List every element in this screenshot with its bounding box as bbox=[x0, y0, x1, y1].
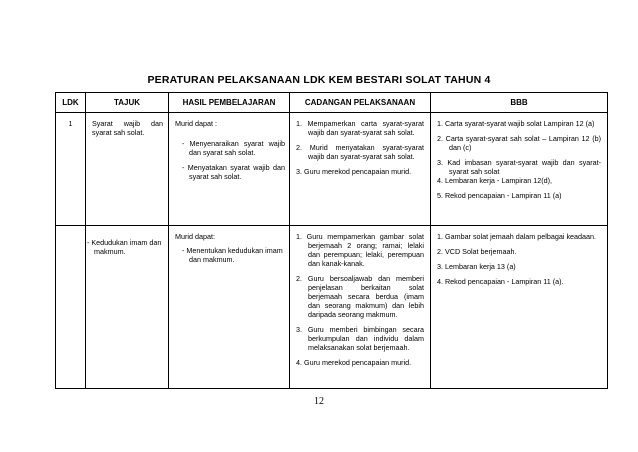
bbb-item: 2. VCD Solat berjemaah. bbox=[437, 247, 517, 256]
cadangan-item: 4. Guru merekod pencapaian murid. bbox=[296, 358, 412, 367]
cadangan-item: 3. Guru memberi bimbingan secara berkumpulan dan individu dalam melaksanakan solat berjemaah. bbox=[296, 325, 424, 352]
bbb-item: 2. Carta syarat-syarat sah solat – Lampiran 12 (b) dan (c) bbox=[437, 134, 601, 152]
cadangan-item: 3. Guru merekod pencapaian murid. bbox=[296, 167, 412, 176]
table-header-row bbox=[56, 93, 608, 113]
cadangan-item: 1. Mempamerkan carta syarat-syarat wajib dan syarat-syarat sah solat. bbox=[296, 119, 424, 137]
header-cadangan: CADANGAN PELAKSANAAN bbox=[290, 93, 431, 113]
hasil-item: - Menyatakan syarat wajib dan syarat sah solat. bbox=[182, 163, 285, 181]
cell-tajuk: Syarat wajib dan syarat sah solat. bbox=[86, 113, 169, 226]
hasil-item: - Menentukan kedudukan imam dan makmum. bbox=[182, 246, 283, 264]
header-tajuk: TAJUK bbox=[86, 93, 169, 113]
header-bbb: BBB bbox=[431, 93, 608, 113]
hasil-intro: Murid dapat: bbox=[175, 232, 215, 241]
page-title: PERATURAN PELAKSANAAN LDK KEM BESTARI SOLAT TAHUN 4 bbox=[147, 74, 491, 86]
ldk-table bbox=[55, 92, 608, 389]
table-row bbox=[56, 113, 608, 226]
header-hasil: HASIL PEMBELAJARAN bbox=[169, 93, 290, 113]
bbb-item: 5. Rekod pencapaian - Lampiran 11 (a) bbox=[437, 191, 562, 200]
cell-hasil bbox=[169, 226, 290, 389]
cell-ldk bbox=[56, 226, 86, 389]
hasil-item: - Menyenaraikan syarat wajib dan syarat sah solat. bbox=[182, 139, 285, 157]
bbb-item: 3. Kad imbasan syarat-syarat wajib dan syarat-syarat sah solat bbox=[437, 158, 601, 176]
cell-tajuk bbox=[86, 226, 169, 389]
cell-bbb bbox=[431, 226, 608, 389]
cell-cadangan bbox=[290, 113, 431, 226]
header-ldk: LDK bbox=[56, 93, 86, 113]
cell-ldk: 1 bbox=[56, 113, 86, 226]
cadangan-item: 2. Guru bersoaljawab dan memberi penjelasan berkaitan solat berjemaah secara berdua (imam dan seorang makmum) dan lebih daripada seorang makmum. bbox=[296, 274, 424, 319]
bbb-item: 4. Lembaran kerja - Lampiran 12(d), bbox=[437, 176, 553, 185]
bbb-item: 1. Carta syarat-syarat wajib solat Lampiran 12 (a) bbox=[437, 119, 595, 128]
cell-cadangan bbox=[290, 226, 431, 389]
hasil-intro: Murid dapat : bbox=[175, 119, 217, 128]
bbb-item: 1. Gambar solat jemaah dalam pelbagai keadaan. bbox=[437, 232, 597, 241]
table-row bbox=[56, 226, 608, 389]
cell-hasil bbox=[169, 113, 290, 226]
bbb-item: 4. Rekod pencapaian - Lampiran 11 (a). bbox=[437, 277, 564, 286]
cell-bbb bbox=[431, 113, 608, 226]
bbb-item: 3. Lembaran kerja 13 (a) bbox=[437, 262, 516, 271]
tajuk-item: - Kedudukan imam dan makmum. bbox=[87, 238, 162, 256]
cadangan-item: 2. Murid menyatakan syarat-syarat wajib dan syarat-syarat sah solat. bbox=[296, 143, 424, 161]
page-number: 12 bbox=[314, 396, 324, 407]
cadangan-item: 1. Guru mempamerkan gambar solat berjemaah 2 orang; ramai; lelaki dan perempuan; lelaki, perempuan dan kanak-kanak. bbox=[296, 232, 424, 268]
